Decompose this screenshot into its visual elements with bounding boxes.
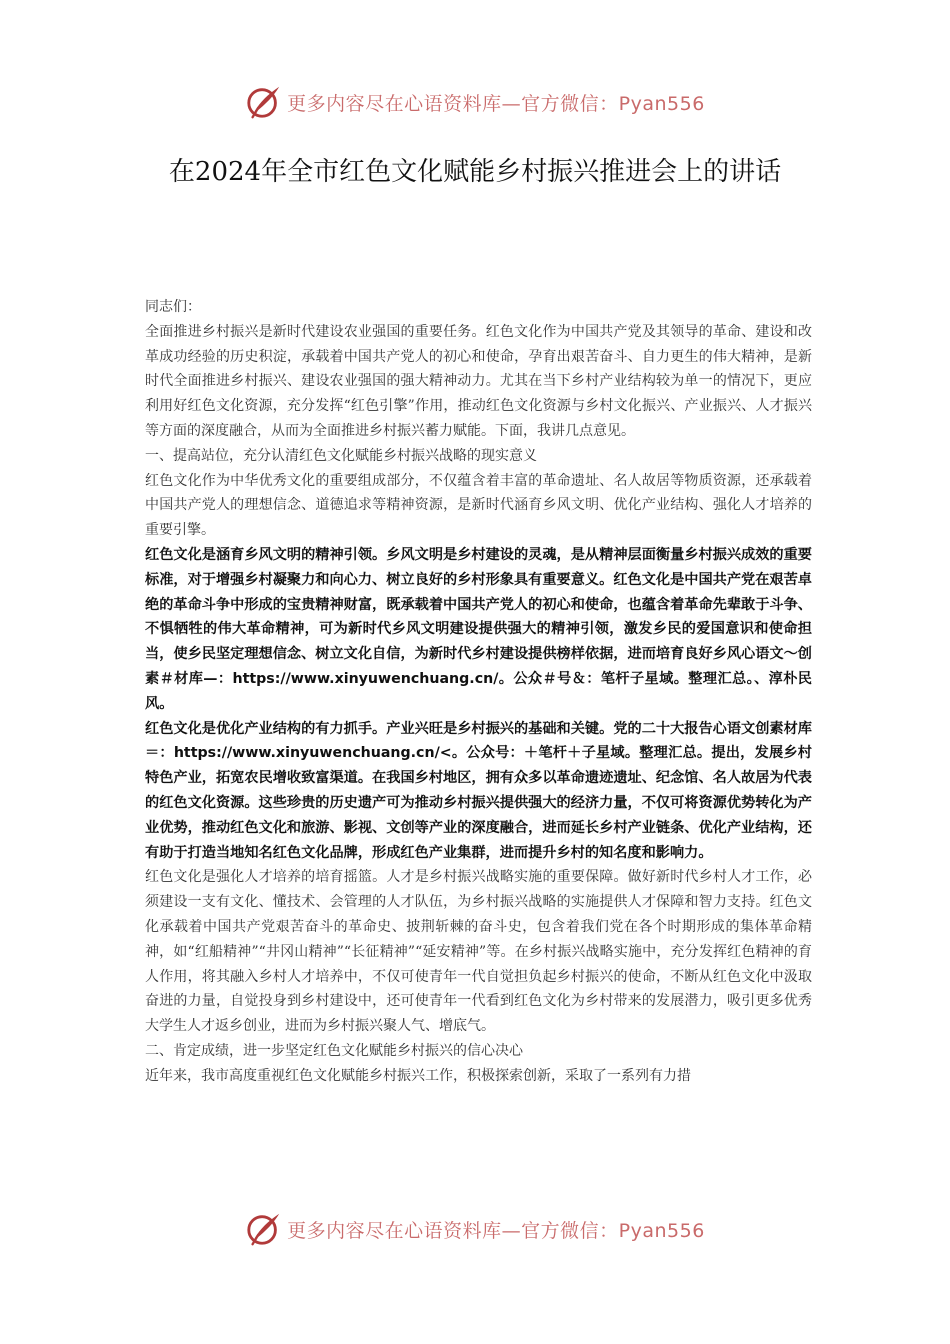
paragraph-intro: 全面推进乡村振兴是新时代建设农业强国的重要任务。红色文化作为中国共产党及其领导的革命、建设和改革成功经验的历史积淀，承载着中国共产党人的初心和使命，孕育出艰苦奋斗、自力更生的伟大精神，是新时代全面推进乡村振兴、建设农业强国的强大精神动力。尤其在当下乡村产业结构较为单一的情况下，更应利用好红色文化资源，充分发挥“红色引擎”作用，推动红色文化资源与乡村文化振兴、产业振兴、人才振兴等方面的深度融合，从而为全面推进乡村振兴蓄力赋能。下面，我讲几点意见。: [145, 323, 812, 439]
section-heading-1: 一、提高站位，充分认清红色文化赋能乡村振兴战略的现实意义: [145, 447, 537, 464]
paragraph-greeting: 同志们：: [145, 299, 201, 315]
paragraph-bold: 红色文化是优化产业结构的有力抓手。产业兴旺是乡村振兴的基础和关键。党的二十大报告心语文创素材库＝：https://www.xinyuwenchuang.cn/<。公众号：＋笔杆＋子星域。整理汇总。提出，发展乡村特色产业，拓宽农民增收致富渠道。在我国乡村地区，拥有众多以革命遗迹遗址、纪念馆、名人故居为代表的红色文化资源。这些珍贵的历史遗产可为推动乡村振兴提供强大的经济力量，不仅可将资源优势转化为产业优势，推动红色文化和旅游、影视、文创等产业的深度融合，进而延长乡村产业链条、优化产业结构，还有助于打造当地知名红色文化品牌，形成红色产业集群，进而提升乡村的知名度和影响力。: [145, 720, 812, 861]
paragraph: 红色文化是强化人才培养的培育摇篮。人才是乡村振兴战略实施的重要保障。做好新时代乡村人才工作，必须建设一支有文化、懂技术、会管理的人才队伍，为乡村振兴战略的实施提供人才保障和智力支持。红色文化承载着中国共产党艰苦奋斗的革命史、披荆斩棘的奋斗史，包含着我们党在各个时期形成的集体革命精神，如“红船精神”“井冈山精神”“长征精神”“延安精神”等。在乡村振兴战略实施中，充分发挥红色精神的育人作用，将其融入乡村人才培养中，不仅可使青年一代自觉担负起乡村振兴的使命，不断从红色文化中汲取奋进的力量，自觉投身到乡村建设中，还可使青年一代看到红色文化为乡村带来的发展潜力，吸引更多优秀大学生人才返乡创业，进而为乡村振兴聚人气、增底气。: [145, 869, 812, 1035]
quill-logo-icon: [245, 83, 283, 121]
banner-text: 更多内容尽在心语资料库—官方微信：Pyan556: [287, 1219, 705, 1242]
paragraph: 红色文化作为中华优秀文化的重要组成部分，不仅蕴含着丰富的革命遗址、名人故居等物质资源，还承载着中国共产党人的理想信念、道德追求等精神资源，是新时代涵育乡风文明、优化产业结构、强化人才培养的重要引擎。: [145, 472, 812, 539]
footer-banner: [0, 1207, 950, 1251]
quill-logo-icon: [245, 1210, 283, 1248]
banner-text: 更多内容尽在心语资料库—官方微信：Pyan556: [287, 92, 705, 115]
section-heading-2: 二、肯定成绩，进一步坚定红色文化赋能乡村振兴的信心决心: [145, 1042, 523, 1059]
paragraph-bold: 红色文化是涵育乡风文明的精神引领。乡风文明是乡村建设的灵魂，是从精神层面衡量乡村振兴成效的重要标准，对于增强乡村凝聚力和向心力、树立良好的乡村形象具有重要意义。红色文化是中国共产党在艰苦卓绝的革命斗争中形成的宝贵精神财富，既承载着中国共产党人的初心和使命，也蕴含着革命先辈敢于斗争、不惧牺牲的伟大革命精神，可为新时代乡风文明建设提供强大的精神引领，激发乡民的爱国意识和使命担当，使乡民坚定理想信念、树立文化自信，为新时代乡村建设提供榜样依据，进而培育良好乡风心语文～创素＃材库—：https://www.xinyuwenchuang.cn/。公众＃号＆：笔杆子星域。整理汇总。、淳朴民风。: [145, 546, 812, 712]
document-body: [145, 295, 812, 1089]
header-banner: [0, 80, 950, 124]
document-title: 在2024年全市红色文化赋能乡村振兴推进会上的讲话: [168, 157, 782, 187]
paragraph: 近年来，我市高度重视红色文化赋能乡村振兴工作，积极探索创新，采取了一系列有力措: [145, 1067, 691, 1084]
